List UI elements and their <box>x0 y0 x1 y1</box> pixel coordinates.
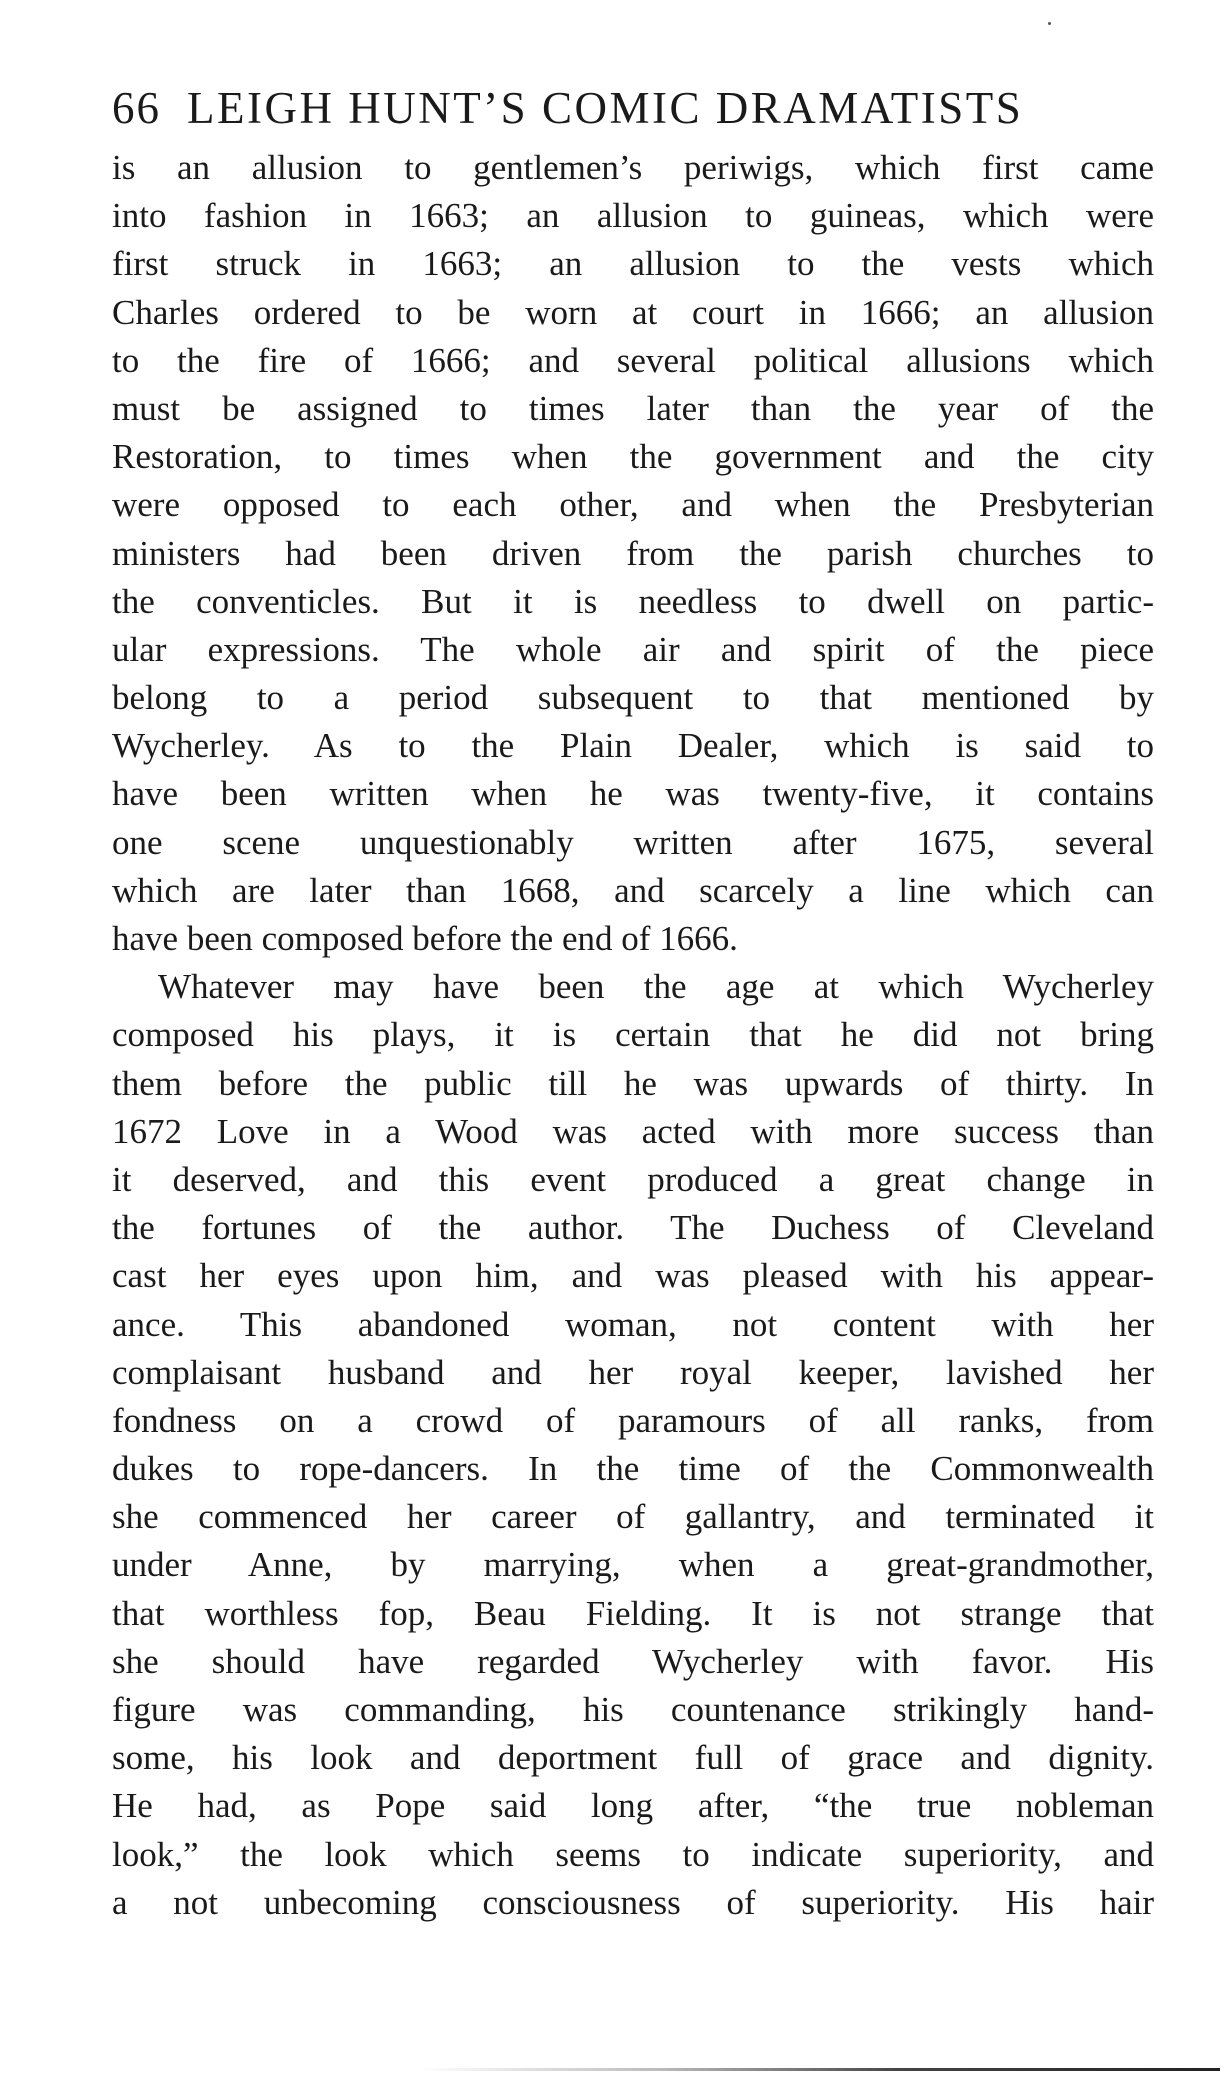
bottom-scan-rule <box>420 2068 1220 2071</box>
text-line: ministers had been driven from the parish churches to <box>112 533 1154 573</box>
running-head <box>112 78 1154 142</box>
running-head-title: LEIGH HUNT’S COMIC DRAMATISTS <box>187 83 1024 133</box>
text-line: look,” the look which seems to indicate superiority, and <box>112 1834 1154 1874</box>
page-number: 66 <box>112 83 161 133</box>
text-line: ular expressions. The whole air and spirit of the piece <box>112 629 1154 669</box>
text-line: were opposed to each other, and when the Presbyterian <box>112 485 1154 525</box>
text-line: complaisant husband and her royal keeper, lavished her <box>112 1352 1154 1392</box>
text-line: must be assigned to times later than the year of the <box>112 388 1154 428</box>
text-line: which are later than 1668, and scarcely a line which can <box>112 870 1154 910</box>
text-line: Charles ordered to be worn at court in 1666; an allusion <box>112 292 1154 332</box>
text-line: one scene unquestionably written after 1675, several <box>112 822 1154 862</box>
scan-speck <box>1048 22 1051 25</box>
text-line: that worthless fop, Beau Fielding. It is not strange that <box>112 1593 1154 1633</box>
text-line: the conventicles. But it is needless to dwell on partic- <box>112 581 1154 621</box>
text-line: Restoration, to times when the government and the city <box>112 437 1154 477</box>
text-line: have been written when he was twenty-five, it contains <box>112 774 1154 814</box>
paragraph-2 <box>112 963 1154 1927</box>
text-line: composed his plays, it is certain that he did not bring <box>112 1015 1154 1055</box>
text-line: dukes to rope-dancers. In the time of the Commonwealth <box>112 1449 1154 1489</box>
book-page <box>112 78 1154 1927</box>
text-line: she should have regarded Wycherley with favor. His <box>112 1641 1154 1681</box>
text-line: it deserved, and this event produced a great change in <box>112 1159 1154 1199</box>
text-line: the fortunes of the author. The Duchess of Cleveland <box>112 1208 1154 1248</box>
text-line: ance. This abandoned woman, not content with her <box>112 1304 1154 1344</box>
paragraph-1 <box>112 144 1154 963</box>
text-line: into fashion in 1663; an allusion to guineas, which were <box>112 196 1154 236</box>
text-line: is an allusion to gentlemen’s periwigs, which first came <box>112 148 1154 187</box>
text-line: some, his look and deportment full of grace and dignity. <box>112 1738 1154 1778</box>
text-line: Whatever may have been the age at which Wycherley <box>158 967 1154 1007</box>
text-line: figure was commanding, his countenance strikingly hand- <box>112 1690 1154 1729</box>
text-line: He had, as Pope said long after, “the true nobleman <box>112 1786 1154 1826</box>
text-line: to the fire of 1666; and several political allusions which <box>112 340 1154 380</box>
text-line: she commenced her career of gallantry, and terminated it <box>112 1497 1154 1537</box>
text-line: a not unbecoming consciousness of superiority. His hair <box>112 1882 1154 1922</box>
text-line: fondness on a crowd of paramours of all ranks, from <box>112 1400 1154 1440</box>
text-line: have been composed before the end of 1666. <box>112 919 738 958</box>
text-line: Wycherley. As to the Plain Dealer, which is said to <box>112 726 1154 766</box>
text-line: belong to a period subsequent to that mentioned by <box>112 678 1154 718</box>
text-line: them before the public till he was upwards of thirty. In <box>112 1063 1154 1103</box>
body-text <box>112 144 1154 1927</box>
text-line: under Anne, by marrying, when a great-grandmother, <box>112 1545 1154 1585</box>
text-line: 1672 Love in a Wood was acted with more success than <box>112 1111 1154 1151</box>
text-line: first struck in 1663; an allusion to the vests which <box>112 244 1154 284</box>
text-line: cast her eyes upon him, and was pleased with his appear- <box>112 1256 1154 1296</box>
